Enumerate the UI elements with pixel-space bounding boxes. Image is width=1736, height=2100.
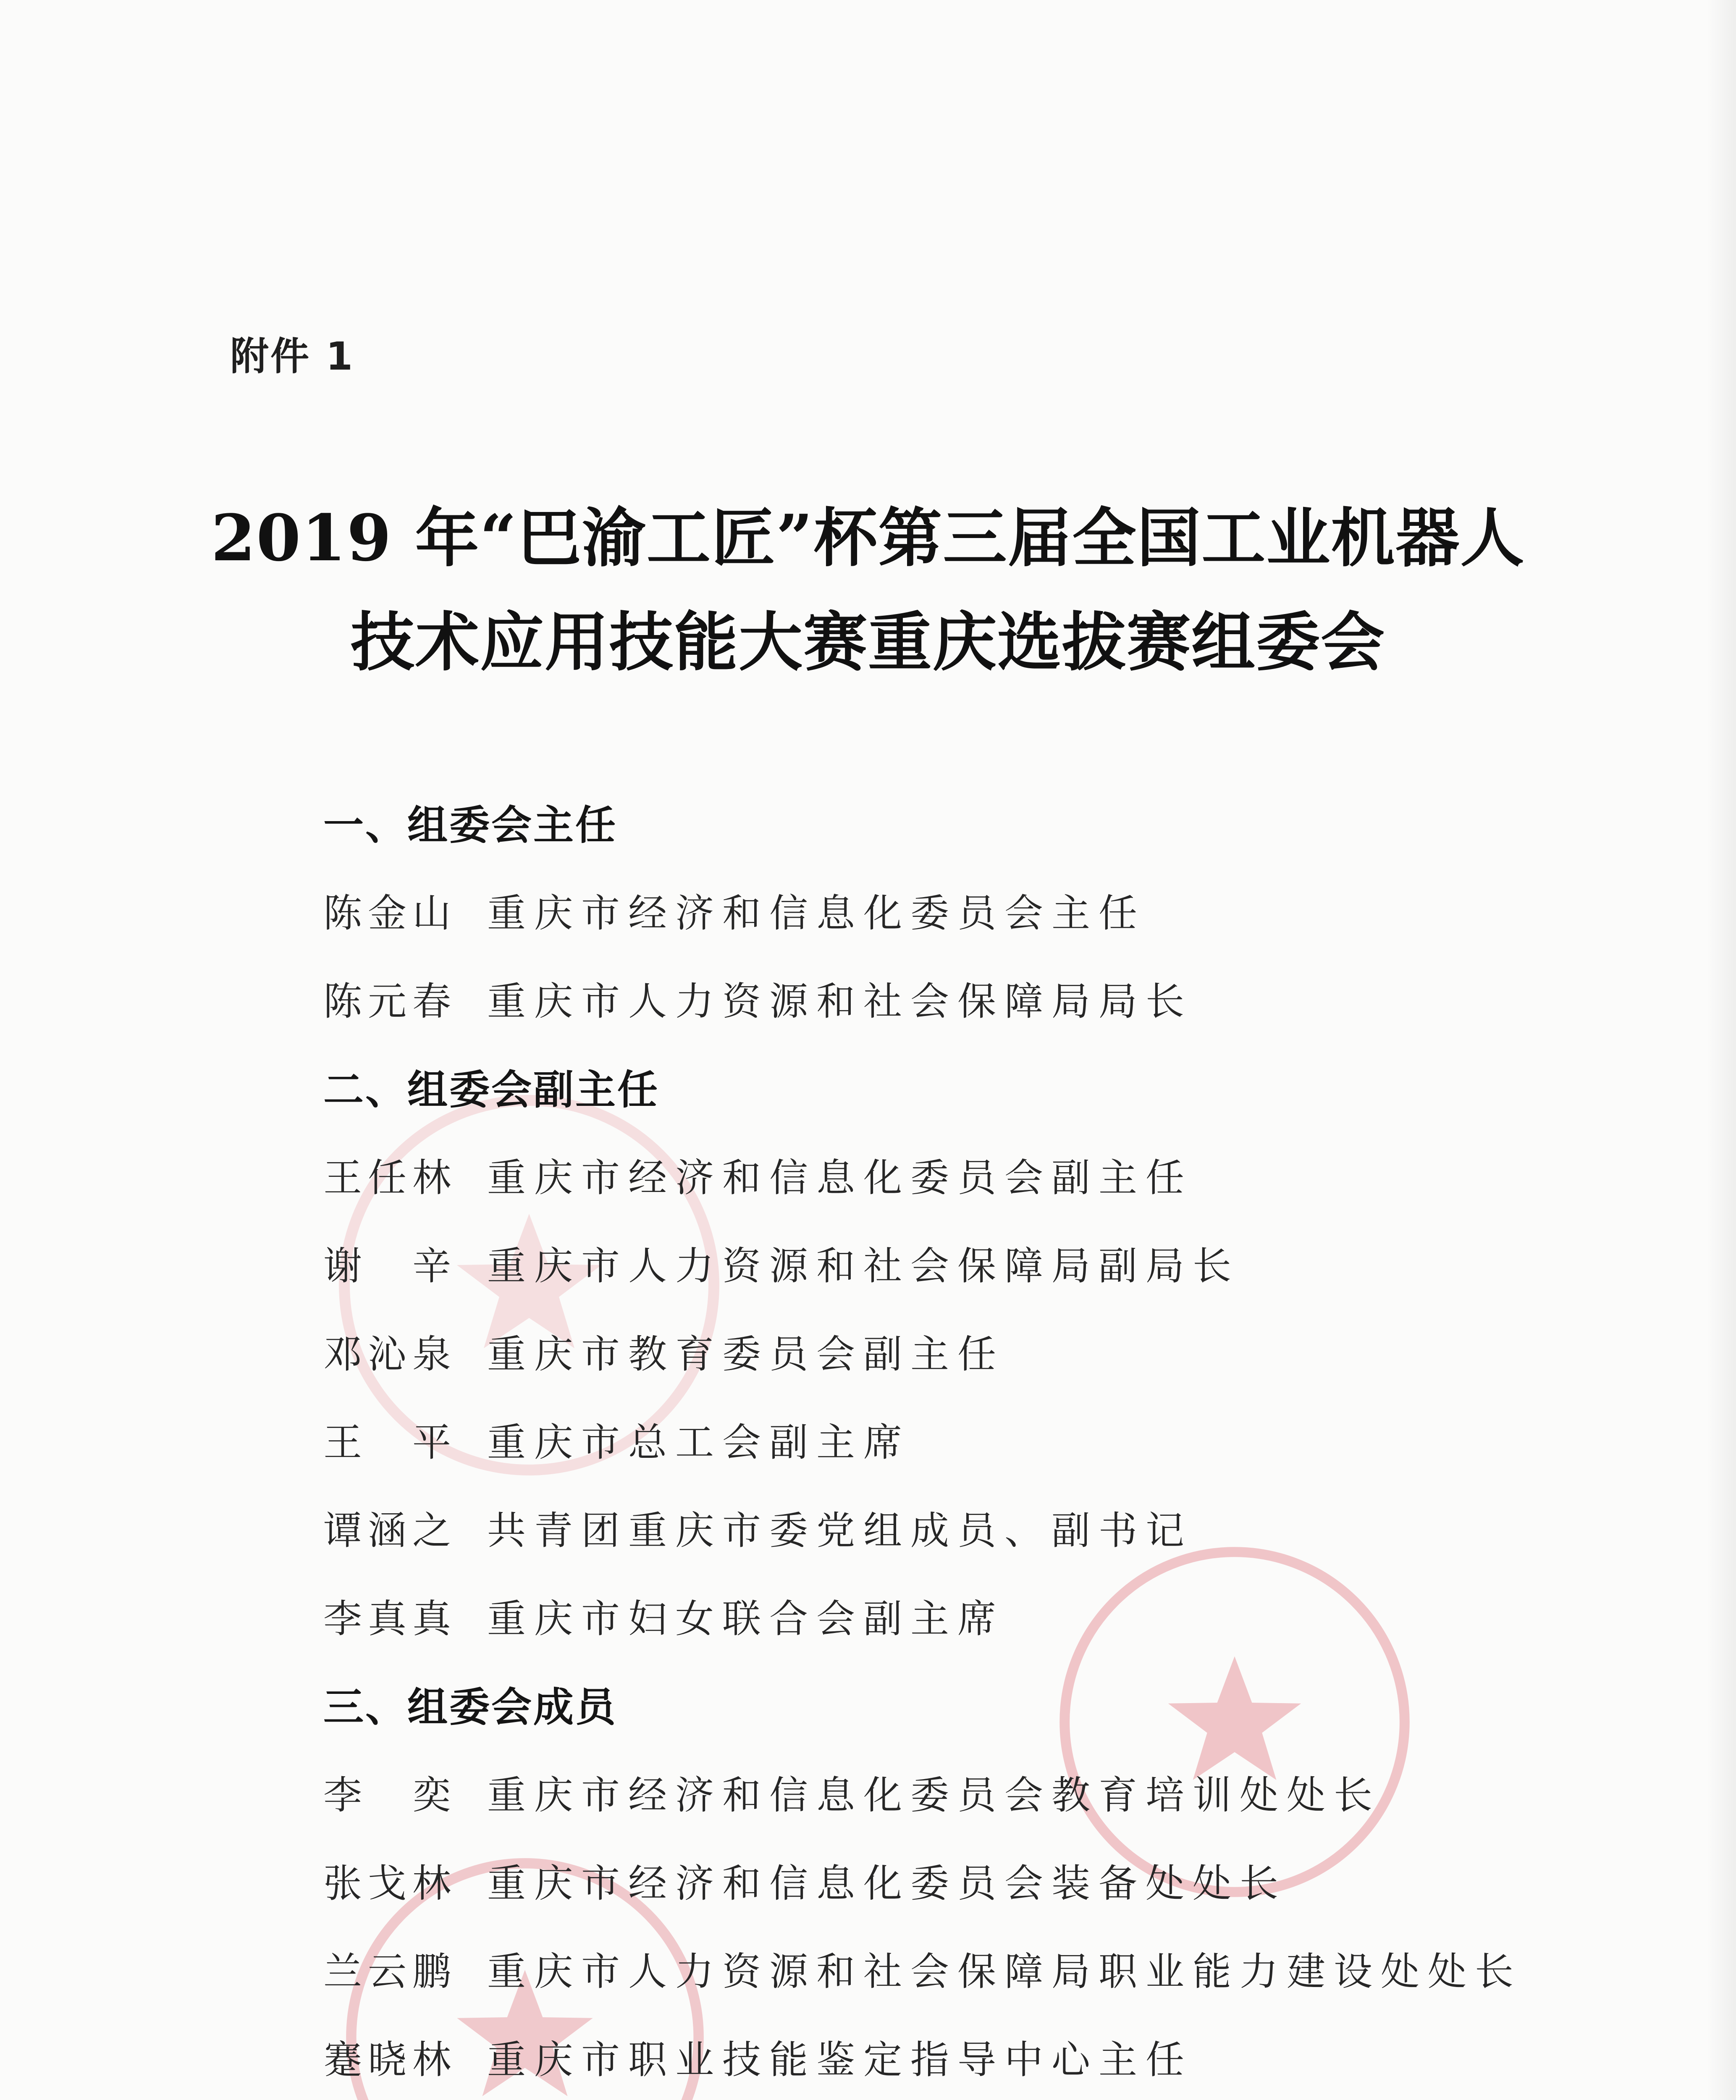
member-role: 重庆市人力资源和社会保障局局长 — [487, 979, 1193, 1024]
member-name: 邓沁泉 — [323, 1332, 457, 1377]
member-role: 重庆市经济和信息化委员会装备处处长 — [487, 1861, 1287, 1906]
member-name: 王 平 — [323, 1420, 457, 1465]
member-role: 共青团重庆市委党组成员、副书记 — [487, 1508, 1193, 1553]
member-name: 李 奕 — [323, 1773, 457, 1818]
section-heading-deputy-director: 二、组委会副主任 — [323, 1066, 659, 1113]
member-name: 蹇晓林 — [323, 2037, 457, 2082]
member-row — [323, 958, 1667, 1046]
member-name: 谢 辛 — [323, 1244, 457, 1289]
member-row — [323, 1134, 1667, 1222]
member-role: 重庆市教育委员会副主任 — [487, 1332, 1005, 1377]
member-row — [323, 1840, 1667, 1928]
member-role: 重庆市妇女联合会副主席 — [487, 1596, 1005, 1641]
member-name: 陈元春 — [323, 979, 457, 1024]
member-name: 张戈林 — [323, 1861, 457, 1906]
member-role: 重庆市职业技能鉴定指导中心主任 — [487, 2037, 1193, 2082]
attachment-label: 附件 1 — [230, 334, 355, 379]
member-name: 谭涵之 — [323, 1508, 457, 1553]
member-row — [323, 1928, 1667, 2016]
scan-edge-shadow — [1707, 0, 1736, 2100]
member-row — [323, 1487, 1667, 1575]
member-name: 李真真 — [323, 1596, 457, 1641]
member-role: 重庆市总工会副主席 — [487, 1420, 911, 1465]
document-title-line-2: 技术应用技能大赛重庆选拔赛组委会 — [351, 604, 1385, 680]
member-row — [323, 2016, 1667, 2100]
member-name: 陈金山 — [323, 891, 457, 936]
member-role: 重庆市经济和信息化委员会教育培训处处长 — [487, 1773, 1381, 1818]
member-role: 重庆市经济和信息化委员会副主任 — [487, 1155, 1193, 1200]
member-name: 王任林 — [323, 1155, 457, 1200]
member-row — [323, 1575, 1667, 1663]
member-row — [323, 869, 1667, 958]
member-row — [323, 1399, 1667, 1487]
member-name: 兰云鹏 — [323, 1949, 457, 1994]
section-heading-members: 三、组委会成员 — [323, 1684, 617, 1731]
member-row — [323, 1222, 1667, 1310]
member-row — [323, 1310, 1667, 1399]
section-heading-director: 一、组委会主任 — [323, 802, 617, 849]
document-title-line-1: 2019 年“巴渝工匠”杯第三届全国工业机器人 — [211, 500, 1525, 575]
member-role: 重庆市人力资源和社会保障局职业能力建设处处长 — [487, 1949, 1522, 1994]
member-row — [323, 1751, 1667, 1840]
member-role: 重庆市经济和信息化委员会主任 — [487, 891, 1146, 936]
member-role: 重庆市人力资源和社会保障局副局长 — [487, 1244, 1240, 1289]
committee-list — [323, 781, 1667, 2100]
